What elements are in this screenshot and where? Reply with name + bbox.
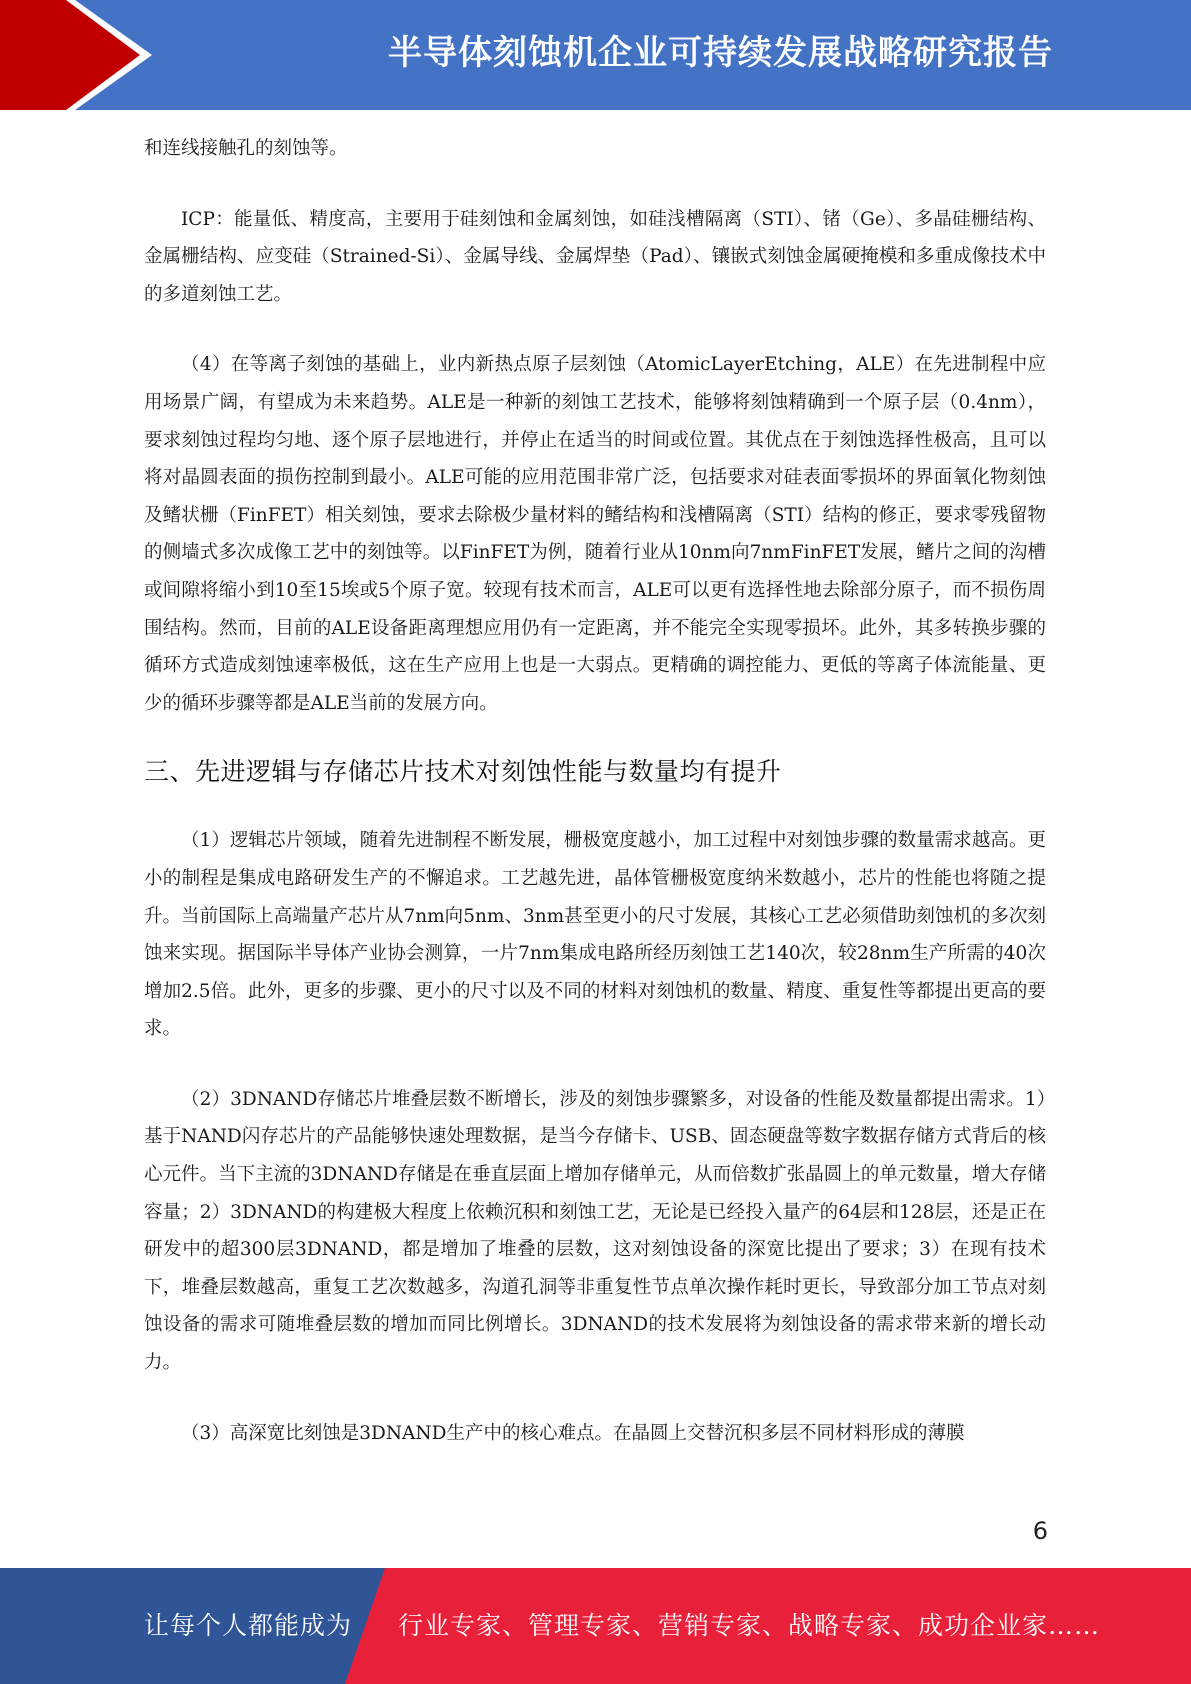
paragraph-ale: （4）在等离子刻蚀的基础上，业内新热点原子层刻蚀（AtomicLayerEtching，ALE）在先进制程中应用场景广阔，有望成为未来趋势。ALE是一种新的刻蚀工艺技术，能够将刻蚀精确到一个原子层（0.4nm），要求刻蚀过程均匀地、逐个原子层地进行，并停止在适当的时间或位置。其优点在于刻蚀选择性极高，且可以将对晶圆表面的损伤控制到最小。ALE可能的应用范围非常广泛，包括要求对硅表面零损坏的界面氧化物刻蚀及鳍状栅（FinFET）相关刻蚀，要求去除极少量材料的鳍结构和浅槽隔离（STI）结构的修正，要求零残留物的侧墙式多次成像工艺中的刻蚀等。以FinFET为例，随着行业从10nm向7nmFinFET发展，鳍片之间的沟槽或间隙将缩小到10至15埃或5个原子宽。较现有技术而言，ALE可以更有选择性地去除部分原子，而不损伤周围结构。然而，目前的ALE设备距离理想应用仍有一定距离，并不能完全实现零损坏。此外，其多转换步骤的循环方式造成刻蚀速率极低，这在生产应用上也是一大弱点。更精确的调控能力、更低的等离子体流能量、更少的循环步骤等都是ALE当前的发展方向。 <box>144 354 1046 714</box>
paragraph-continuation: 和连线接触孔的刻蚀等。 <box>144 138 348 159</box>
paragraph-logic-chip: （1）逻辑芯片领域，随着先进制程不断发展，栅极宽度越小，加工过程中对刻蚀步骤的数量需求越高。更小的制程是集成电路研发生产的不懈追求。工艺越先进，晶体管栅极宽度纳米数越小，芯片的性能也将随之提升。当前国际上高端量产芯片从7nm向5nm、3nm甚至更小的尺寸发展，其核心工艺必须借助刻蚀机的多次刻蚀来实现。据国际半导体产业协会测算，一片7nm集成电路所经历刻蚀工艺140次，较28nm生产所需的40次增加2.5倍。此外，更多的步骤、更小的尺寸以及不同的材料对刻蚀机的数量、精度、重复性等都提出更高的要求。 <box>144 830 1046 1040</box>
document-body <box>144 130 1046 1452</box>
page-header <box>0 0 1191 110</box>
paragraph-high-aspect: （3）高深宽比刻蚀是3DNAND生产中的核心难点。在晶圆上交替沉积多层不同材料形成的薄膜 <box>181 1422 965 1444</box>
page-footer <box>0 1568 1191 1684</box>
header-arrow-icon <box>0 0 140 110</box>
section-heading: 三、先进逻辑与存储芯片技术对刻蚀性能与数量均有提升 <box>144 757 782 787</box>
footer-slogan-right: 行业专家、管理专家、营销专家、战略专家、成功企业家…… <box>398 1611 1101 1640</box>
footer-slogan-left: 让每个人都能成为 <box>144 1611 353 1640</box>
paragraph-icp: ICP：能量低、精度高，主要用于硅刻蚀和金属刻蚀，如硅浅槽隔离（STI）、锗（Ge）、多晶硅栅结构、金属栅结构、应变硅（Strained-Si）、金属导线、金属焊垫（Pad）、镶嵌式刻蚀金属硬掩模和多重成像技术中的多道刻蚀工艺。 <box>144 208 1046 305</box>
report-title: 半导体刻蚀机企业可持续发展战略研究报告 <box>388 33 1053 73</box>
page-number: 6 <box>1032 1517 1048 1545</box>
paragraph-3dnand: （2）3DNAND存储芯片堆叠层数不断增长，涉及的刻蚀步骤繁多，对设备的性能及数量都提出需求。1）基于NAND闪存芯片的产品能够快速处理数据，是当今存储卡、USB、固态硬盘等数字数据存储方式背后的核心元件。当下主流的3DNAND存储是在垂直层面上增加存储单元，从而倍数扩张晶圆上的单元数量，增大存储容量；2）3DNAND的构建极大程度上依赖沉积和刻蚀工艺，无论是已经投入量产的64层和128层，还是正在研发中的超300层3DNAND，都是增加了堆叠的层数，这对刻蚀设备的深宽比提出了要求；3）在现有技术下，堆叠层数越高，重复工艺次数越多，沟道孔洞等非重复性节点单次操作耗时更长，导致部分加工节点对刻蚀设备的需求可随堆叠层数的增加而同比例增长。3DNAND的技术发展将为刻蚀设备的需求带来新的增长动力。 <box>144 1088 1046 1374</box>
